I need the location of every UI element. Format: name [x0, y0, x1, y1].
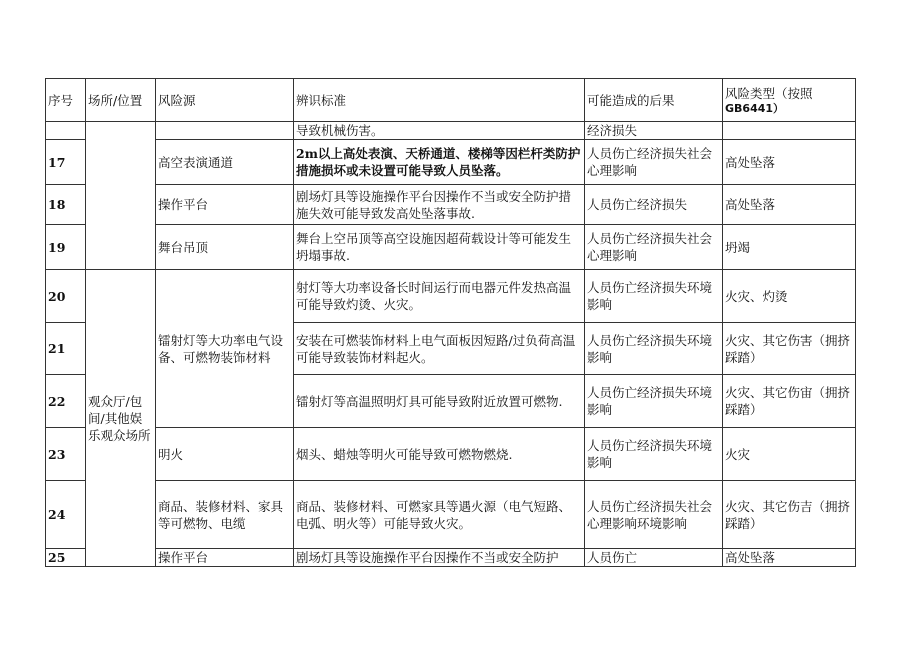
table-row	[46, 270, 856, 323]
row-source: 操作平台	[156, 185, 294, 225]
row-type: 火灾、其它伤吉（拥挤踩踏）	[723, 481, 856, 549]
row-place	[86, 122, 156, 270]
row-no: 18	[46, 185, 86, 225]
row-consequence: 经济损失	[585, 122, 723, 140]
header-source: 风险源	[156, 79, 294, 122]
row-no: 25	[46, 549, 86, 567]
row-source: 舞台吊顶	[156, 225, 294, 270]
row-criteria-text: 2m以上高处表演、天桥通道、楼梯等因栏杆类防护措施损坏或未设置可能导致人员坠落。	[296, 146, 581, 178]
header-type-main: 风险类型（按照	[725, 86, 813, 101]
row-criteria: 商品、装修材料、可燃家具等遇火源（电气短路、电弧、明火等）可能导致火灾。	[294, 481, 585, 549]
row-source: 操作平台	[156, 549, 294, 567]
row-type	[723, 122, 856, 140]
row-no: 17	[46, 140, 86, 185]
row-no: 21	[46, 323, 86, 375]
row-consequence: 人员伤亡经济损失环境影响	[585, 270, 723, 323]
row-consequence: 人员伤亡经济损失环境影响	[585, 323, 723, 375]
row-type: 火灾	[723, 428, 856, 481]
row-criteria: 导致机械伤害。	[294, 122, 585, 140]
row-no: 22	[46, 375, 86, 428]
table-row	[46, 140, 856, 185]
table-row	[46, 225, 856, 270]
header-type-sub: GB6441）	[725, 102, 785, 115]
row-source	[156, 122, 294, 140]
row-source: 明火	[156, 428, 294, 481]
row-type: 高处坠落	[723, 140, 856, 185]
header-place: 场所/位置	[86, 79, 156, 122]
row-criteria: 剧场灯具等设施操作平台因操作不当或安全防护	[294, 549, 585, 567]
row-consequence: 人员伤亡经济损失社会心理影响环境影响	[585, 481, 723, 549]
row-no: 24	[46, 481, 86, 549]
header-criteria: 辨识标准	[294, 79, 585, 122]
row-consequence: 人员伤亡	[585, 549, 723, 567]
table-row	[46, 122, 856, 140]
risk-table	[45, 78, 856, 567]
row-criteria: 剧场灯具等设施操作平台因操作不当或安全防护措施失效可能导致发高处坠落事故.	[294, 185, 585, 225]
row-no: 19	[46, 225, 86, 270]
row-type: 高处坠落	[723, 549, 856, 567]
row-criteria: 镭射灯等高温照明灯具可能导致附近放置可燃物.	[294, 375, 585, 428]
row-type: 火灾、灼烫	[723, 270, 856, 323]
row-criteria: 烟头、蜡烛等明火可能导致可燃物燃烧.	[294, 428, 585, 481]
row-criteria: 舞台上空吊顶等高空设施因超荷载设计等可能发生坍塌事故.	[294, 225, 585, 270]
row-criteria	[294, 140, 585, 185]
row-consequence: 人员伤亡经济损失环境影响	[585, 428, 723, 481]
row-source: 高空表演通道	[156, 140, 294, 185]
header-row	[46, 79, 856, 122]
merged-place: 观众厅/包间/其他娱乐观众场所	[86, 270, 156, 567]
header-type	[723, 79, 856, 122]
row-type: 火灾、其它伤害（拥挤踩踏）	[723, 323, 856, 375]
row-source: 商品、装修材料、家具等可燃物、电缆	[156, 481, 294, 549]
row-consequence: 人员伤亡经济损失社会心理影响	[585, 225, 723, 270]
row-type: 火灾、其它伤宙（拥挤踩踏）	[723, 375, 856, 428]
table-row	[46, 185, 856, 225]
header-seq: 序号	[46, 79, 86, 122]
table-row	[46, 428, 856, 481]
row-no: 20	[46, 270, 86, 323]
row-consequence: 人员伤亡经济损失社会心理影响	[585, 140, 723, 185]
row-no: 23	[46, 428, 86, 481]
merged-source: 镭射灯等大功率电气设备、可燃物装饰材料	[156, 270, 294, 428]
row-type: 高处坠落	[723, 185, 856, 225]
row-type: 坍竭	[723, 225, 856, 270]
header-consequence: 可能造成的后果	[585, 79, 723, 122]
row-criteria: 安装在可燃装饰材料上电气面板因短路/过负荷高温可能导致装饰材料起火。	[294, 323, 585, 375]
row-consequence: 人员伤亡经济损失	[585, 185, 723, 225]
table-row	[46, 549, 856, 567]
row-consequence: 人员伤亡经济损失环境影响	[585, 375, 723, 428]
table-row	[46, 481, 856, 549]
row-no	[46, 122, 86, 140]
row-criteria: 射灯等大功率设备长时间运行而电器元件发热高温可能导致灼烫、火灾。	[294, 270, 585, 323]
